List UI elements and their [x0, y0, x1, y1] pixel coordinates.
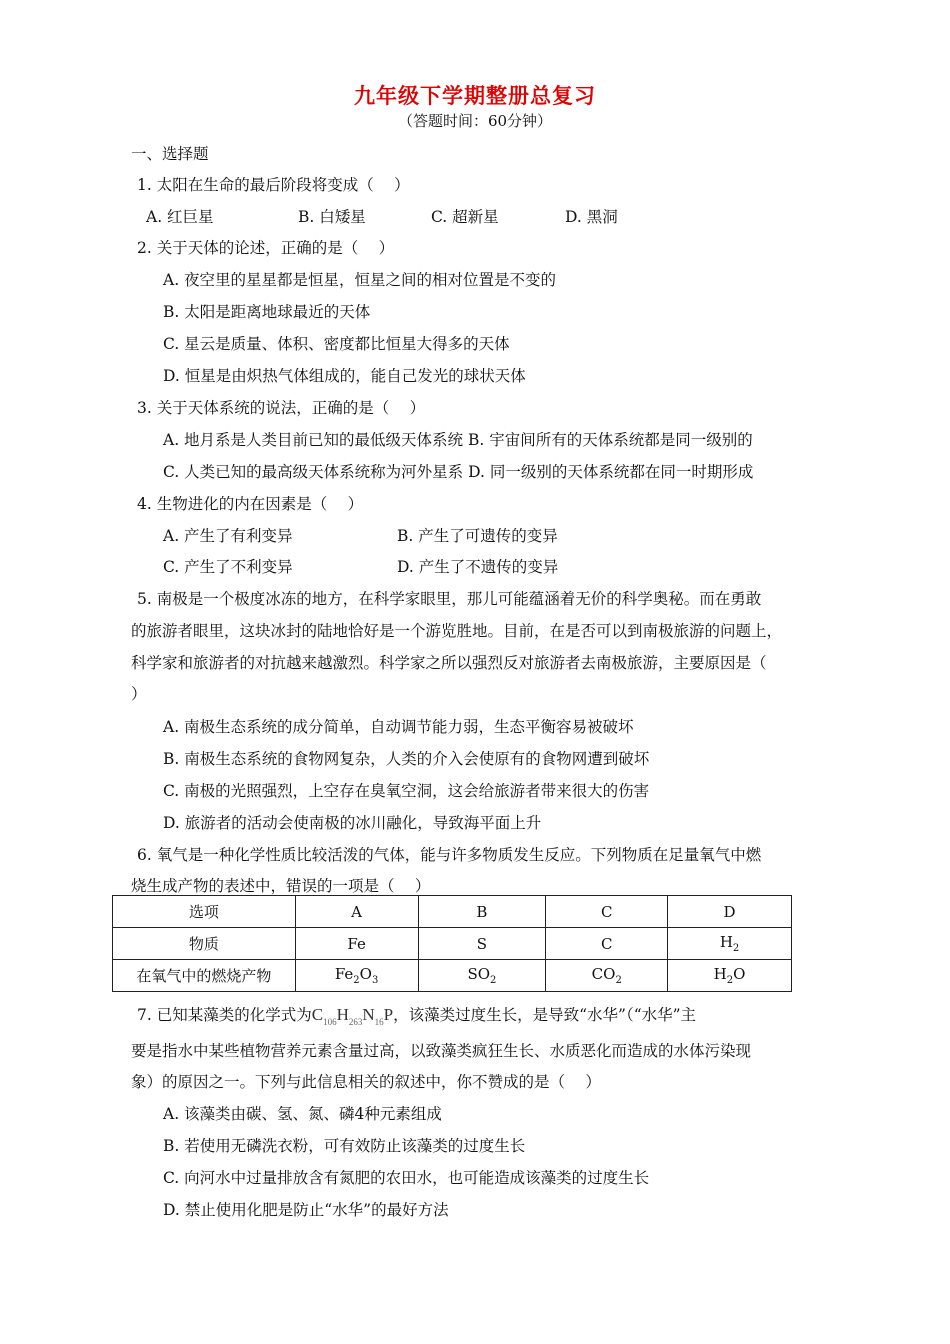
question-5-stem-line-3: 科学家和旅游者的对抗越来越激烈。科学家之所以强烈反对旅游者去南极旅游，主要原因是（: [131, 654, 767, 672]
question-7-stem-line-1: [137, 1005, 696, 1032]
algae-formula: [311, 1005, 394, 1027]
formula-subscript: 2: [732, 943, 740, 954]
table-cell: D: [668, 896, 792, 928]
table-row: [113, 928, 792, 960]
formula-part: O: [359, 965, 372, 983]
q7-option-b: B. 若使用无磷洗衣粉，可有效防止该藻类的过度生长: [163, 1137, 526, 1155]
formula-part: SO: [467, 965, 491, 983]
question-5-stem-line-2: 的旅游者眼里，这块冰封的陆地恰好是一个游览胜地。目前，在是否可以到南极旅游的问题上，: [131, 622, 783, 640]
question-6-stem-line-1: 6. 氧气是一种化学性质比较活泼的气体，能与许多物质发生反应。下列物质在足量氧气中燃: [137, 846, 762, 864]
table-cell: [295, 960, 418, 992]
question-5-stem-line-4: ）: [131, 685, 147, 703]
question-7-stem-pre: 7. 已知某藻类的化学式为: [137, 1006, 312, 1024]
q1-option-c: C. 超新星: [431, 208, 499, 226]
q1-option-a: A. 红巨星: [146, 208, 214, 226]
q7-option-a: A. 该藻类由碳、氢、氮、磷4种元素组成: [163, 1105, 442, 1123]
table-cell: Fe: [295, 928, 418, 960]
q3-option-ab: A. 地月系是人类目前已知的最低级天体系统 B. 宇宙间所有的天体系统都是同一级别的: [163, 431, 753, 449]
q4-option-d: D. 产生了不遗传的变异: [397, 558, 559, 576]
section-heading: 一、选择题: [131, 145, 209, 163]
q4-option-a: A. 产生了有利变异: [163, 527, 293, 545]
question-1-stem: 1. 太阳在生命的最后阶段将变成（ ）: [137, 176, 410, 194]
question-3-stem: 3. 关于天体系统的说法，正确的是（ ）: [137, 399, 426, 417]
question-4-stem: 4. 生物进化的内在因素是（ ）: [137, 495, 364, 513]
q7-option-d: D. 禁止使用化肥是防止“水华”的最好方法: [163, 1201, 449, 1219]
q2-option-a: A. 夜空里的星星都是恒星，恒星之间的相对位置是不变的: [163, 271, 557, 289]
formula-part: Fe: [334, 965, 354, 983]
q2-option-c: C. 星云是质量、体积、密度都比恒星大得多的天体: [163, 335, 510, 353]
formula-element: N: [362, 1005, 375, 1024]
q5-option-c: C. 南极的光照强烈，上空存在臭氧空洞，这会给旅游者带来很大的伤害: [163, 782, 650, 800]
question-7-stem-post: ，该藻类过度生长，是导致“水华”（“水华”主: [393, 1006, 697, 1024]
q2-option-d: D. 恒星是由炽热气体组成的，能自己发光的球状天体: [163, 367, 526, 385]
table-cell: C: [546, 896, 668, 928]
formula-part: H: [713, 965, 727, 983]
q1-option-d: D. 黑洞: [565, 208, 618, 226]
formula-subscript: 106: [323, 1017, 337, 1027]
formula-subscript: 16: [374, 1017, 384, 1027]
question-7-stem-line-3: 象）的原因之一。下列与此信息相关的叙述中，你不赞成的是（ ）: [131, 1073, 601, 1091]
formula-element: C: [311, 1005, 324, 1024]
formula-subscript: 2: [490, 975, 497, 986]
q5-option-b: B. 南极生态系统的食物网复杂，人类的介入会使原有的食物网遭到破坏: [163, 750, 650, 768]
q4-option-b: B. 产生了可遗传的变异: [397, 527, 558, 545]
question-6-stem-line-2: 烧生成产物的表述中，错误的一项是（ ）: [131, 877, 431, 895]
question-7-stem-line-2: 要是指水中某些植物营养元素含量过高，以致藻类疯狂生长、水质恶化而造成的水体污染现: [131, 1042, 752, 1060]
table-cell: 在氧气中的燃烧产物: [113, 960, 296, 992]
table-cell: [546, 960, 668, 992]
table-cell: B: [418, 896, 546, 928]
table-row: [113, 960, 792, 992]
formula-subscript: 2: [353, 975, 360, 986]
table-cell: S: [418, 928, 546, 960]
formula-subscript: 2: [615, 975, 622, 986]
question-2-stem: 2. 关于天体的论述，正确的是（ ）: [137, 239, 395, 257]
page-title: 九年级下学期整册总复习: [354, 83, 596, 108]
formula-subscript: 263: [348, 1017, 363, 1027]
question-5-stem-line-1: 5. 南极是一个极度冰冻的地方，在科学家眼里，那儿可能蕴涵着无价的科学奥秘。而在勇敢: [137, 590, 762, 608]
table-cell: A: [295, 896, 418, 928]
q7-option-c: C. 向河水中过量排放含有氮肥的农田水，也可能造成该藻类的过度生长: [163, 1169, 650, 1187]
q5-option-a: A. 南极生态系统的成分简单，自动调节能力弱，生态平衡容易被破坏: [163, 718, 634, 736]
table-row: [113, 896, 792, 928]
formula-element: P: [383, 1005, 394, 1024]
q6-options-table: [112, 895, 792, 992]
q1-option-b: B. 白矮星: [298, 208, 366, 226]
time-note: （答题时间：60分钟）: [397, 112, 553, 130]
q5-option-d: D. 旅游者的活动会使南极的冰川融化，导致海平面上升: [163, 814, 542, 832]
q3-option-cd: C. 人类已知的最高级天体系统称为河外星系 D. 同一级别的天体系统都在同一时期形成: [163, 463, 754, 481]
table-cell: 物质: [113, 928, 296, 960]
table-cell: 选项: [113, 896, 296, 928]
q4-option-c: C. 产生了不利变异: [163, 558, 293, 576]
table-cell: [418, 960, 546, 992]
table-cell: [668, 960, 792, 992]
formula-element: H: [719, 933, 733, 951]
formula-subscript: 2: [726, 975, 734, 986]
table-cell: [668, 928, 792, 960]
table-cell: C: [546, 928, 668, 960]
q2-option-b: B. 太阳是距离地球最近的天体: [163, 303, 371, 321]
formula-subscript: 3: [371, 975, 379, 986]
formula-part: O: [733, 965, 746, 983]
formula-part: CO: [591, 965, 616, 983]
formula-element: H: [336, 1005, 349, 1024]
